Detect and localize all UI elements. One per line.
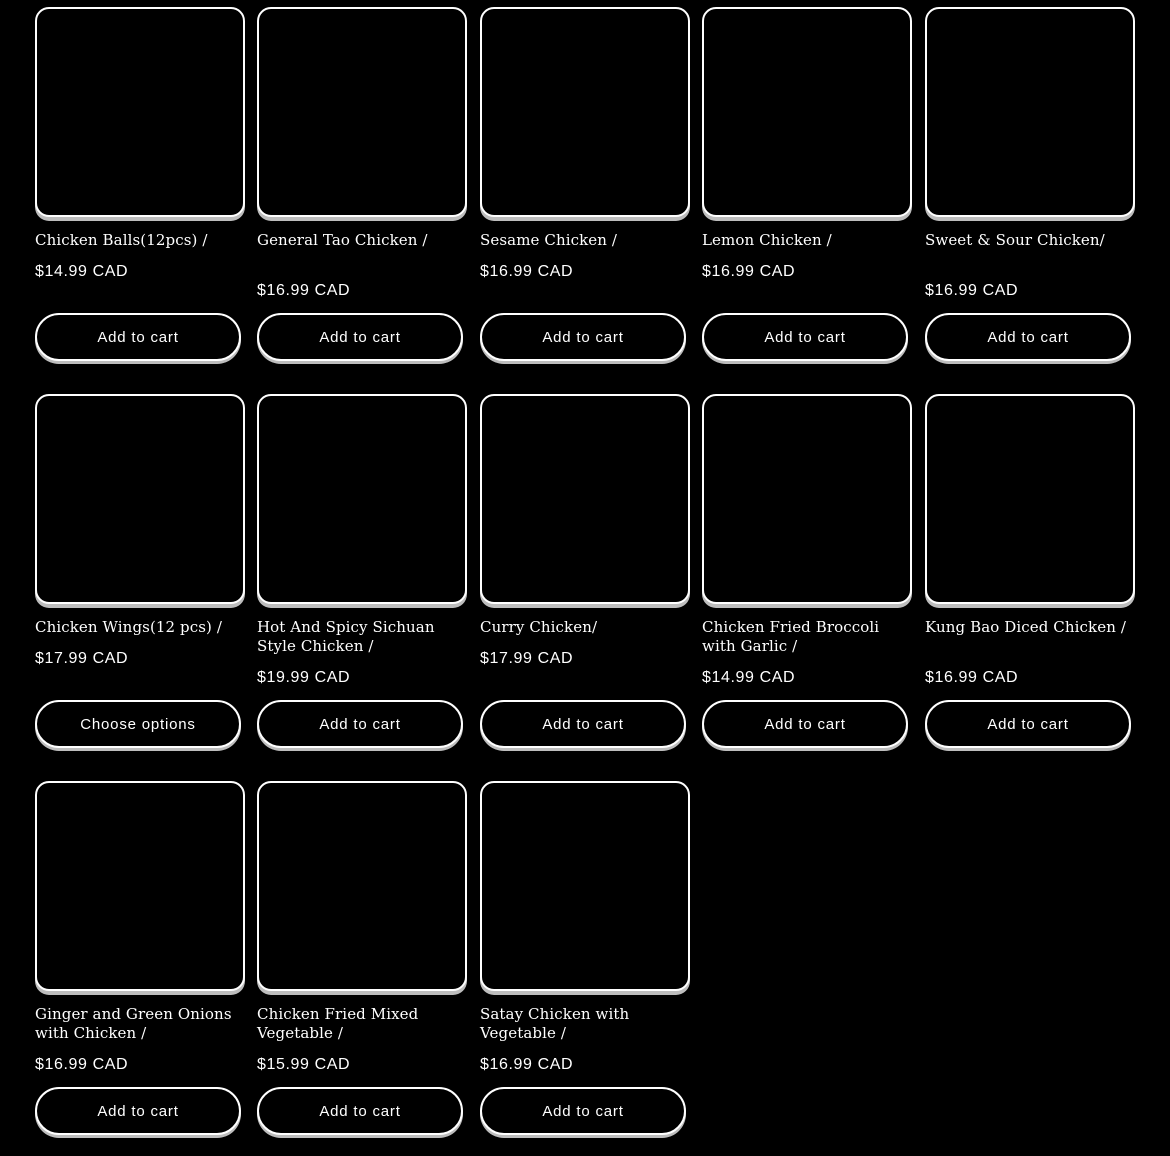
product-card <box>35 774 245 1154</box>
product-price: $17.99 CAD <box>35 650 129 667</box>
product-title[interactable]: Chicken Balls(12pcs) / <box>35 231 208 249</box>
product-image[interactable] <box>35 781 245 991</box>
choose-options-button[interactable]: Choose options <box>35 700 241 748</box>
add-to-cart-button[interactable]: Add to cart <box>702 700 908 748</box>
product-image[interactable] <box>257 394 467 604</box>
product-title[interactable]: Ginger and Green Onions with Chicken / <box>35 1005 232 1042</box>
product-image[interactable] <box>257 781 467 991</box>
product-title[interactable]: Lemon Chicken / <box>702 231 832 249</box>
product-card <box>925 387 1135 767</box>
product-title[interactable]: Curry Chicken/ <box>480 618 598 636</box>
product-card <box>702 387 912 767</box>
product-image[interactable] <box>925 394 1135 604</box>
product-price: $16.99 CAD <box>257 282 351 299</box>
product-price: $19.99 CAD <box>257 669 351 686</box>
add-to-cart-button[interactable]: Add to cart <box>257 700 463 748</box>
product-image[interactable] <box>702 394 912 604</box>
product-price: $16.99 CAD <box>35 1056 129 1073</box>
product-card <box>35 0 245 380</box>
product-price: $16.99 CAD <box>480 263 574 280</box>
add-to-cart-button[interactable]: Add to cart <box>257 1087 463 1135</box>
product-image[interactable] <box>702 7 912 217</box>
product-price: $17.99 CAD <box>480 650 574 667</box>
product-card <box>702 0 912 380</box>
product-title[interactable]: General Tao Chicken / <box>257 231 428 249</box>
product-card <box>480 0 690 380</box>
add-to-cart-button[interactable]: Add to cart <box>925 313 1131 361</box>
product-title[interactable]: Hot And Spicy Sichuan Style Chicken / <box>257 618 435 655</box>
add-to-cart-button[interactable]: Add to cart <box>480 700 686 748</box>
product-card <box>480 387 690 767</box>
product-image[interactable] <box>480 394 690 604</box>
add-to-cart-button[interactable]: Add to cart <box>35 313 241 361</box>
product-title[interactable]: Satay Chicken with Vegetable / <box>480 1005 630 1042</box>
product-image[interactable] <box>35 394 245 604</box>
product-image[interactable] <box>480 781 690 991</box>
product-title[interactable]: Chicken Fried Mixed Vegetable / <box>257 1005 419 1042</box>
add-to-cart-button[interactable]: Add to cart <box>257 313 463 361</box>
product-price: $16.99 CAD <box>925 282 1019 299</box>
product-price: $16.99 CAD <box>702 263 796 280</box>
product-price: $15.99 CAD <box>257 1056 351 1073</box>
add-to-cart-button[interactable]: Add to cart <box>925 700 1131 748</box>
add-to-cart-button[interactable]: Add to cart <box>702 313 908 361</box>
product-image[interactable] <box>925 7 1135 217</box>
product-image[interactable] <box>480 7 690 217</box>
add-to-cart-button[interactable]: Add to cart <box>480 313 686 361</box>
product-price: $16.99 CAD <box>925 669 1019 686</box>
add-to-cart-button[interactable]: Add to cart <box>480 1087 686 1135</box>
product-title[interactable]: Sesame Chicken / <box>480 231 618 249</box>
product-title[interactable]: Chicken Fried Broccoli with Garlic / <box>702 618 880 655</box>
product-image[interactable] <box>35 7 245 217</box>
product-price: $14.99 CAD <box>702 669 796 686</box>
product-title[interactable]: Sweet & Sour Chicken/ <box>925 231 1105 249</box>
product-card <box>257 0 467 380</box>
product-card <box>480 774 690 1154</box>
product-price: $14.99 CAD <box>35 263 129 280</box>
product-title[interactable]: Chicken Wings(12 pcs) / <box>35 618 223 636</box>
product-price: $16.99 CAD <box>480 1056 574 1073</box>
product-card <box>35 387 245 767</box>
product-image[interactable] <box>257 7 467 217</box>
product-card <box>257 774 467 1154</box>
product-title[interactable]: Kung Bao Diced Chicken / <box>925 618 1126 636</box>
product-card <box>257 387 467 767</box>
product-card <box>925 0 1135 380</box>
add-to-cart-button[interactable]: Add to cart <box>35 1087 241 1135</box>
